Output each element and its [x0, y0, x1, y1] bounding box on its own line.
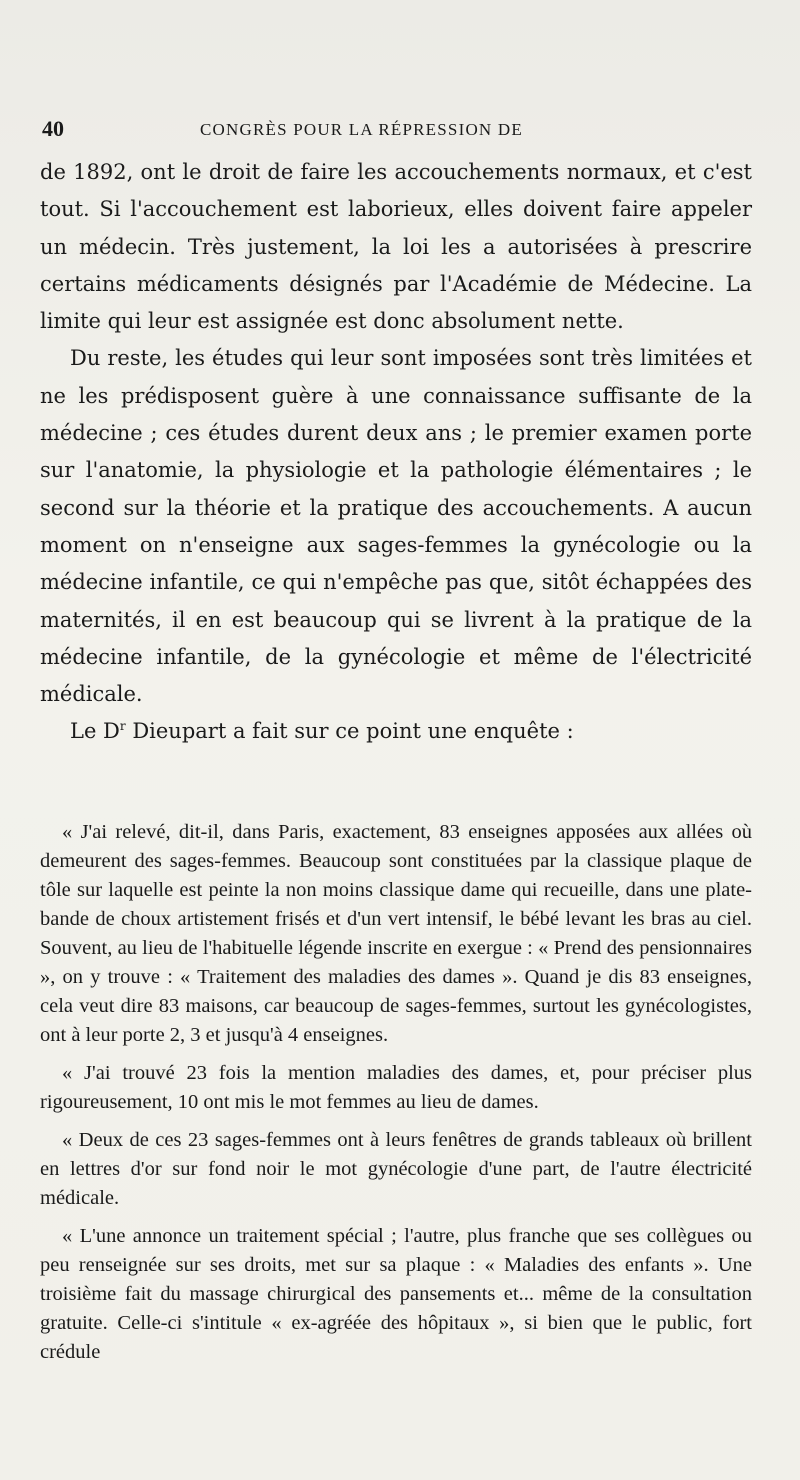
paragraph-3-end: Dieupart a fait sur ce point une enquête : [125, 719, 574, 744]
quote-paragraph-3: « Deux de ces 23 sages-femmes ont à leurs fenêtres de grands tableaux où brillent en lettres d'or sur fond noir le mot gynécologie d'une part, de l'autre électricité médicale. [40, 1129, 752, 1209]
paragraph-3 [40, 713, 752, 750]
quote-paragraph-4: « L'une annonce un traitement spécial ; l'autre, plus franche que ses collègues ou peu renseignée sur ses droits, met sur sa plaque : « Maladies des enfants ». Une troisième fait du massage chirurgical des pansements et... même de la consultation gratuite. Celle-ci s'intitule « ex-agréée des hôpitaux », si bien que le public, fort crédule [40, 1225, 752, 1363]
paragraph-2: Du reste, les études qui leur sont imposées sont très limitées et ne les prédisposent guère à une connaissance suffisante de la médecine ; ces études durent deux ans ; le premier examen porte sur l'anatomie, la physiologie et la pathologie élémentaires ; le second sur la théorie et la pratique des accouchements. A aucun moment on n'enseigne aux sages-femmes la gynécologie ou la médecine infantile, ce qui n'empêche pas que, sitôt échappées des maternités, il en est beaucoup qui se livrent à la pratique de la médecine infantile, de la gynécologie et même de l'électricité médicale. [40, 346, 752, 707]
main-text [40, 154, 752, 751]
quote-paragraph-1: « J'ai relevé, dit-il, dans Paris, exactement, 83 enseignes apposées aux allées où demeurent des sages-femmes. Beaucoup sont constituées par la classique plaque de tôle sur laquelle est peinte la non moins classique dame qui recueille, dans une plate-bande de choux artistement frisés et d'un vert intensif, le bébé levant les bras au ciel. Souvent, au lieu de l'habituelle légende inscrite en exergue : « Prend des pensionnaires », on y trouve : « Traitement des maladies des dames ». Quand je dis 83 enseignes, cela veut dire 83 maisons, car beaucoup de sages-femmes, surtout les gynécologistes, ont à leur porte 2, 3 et jusqu'à 4 enseignes. [40, 821, 752, 1046]
running-title: CONGRÈS POUR LA RÉPRESSION DE [200, 120, 523, 139]
paragraph-1: de 1892, ont le droit de faire les accouchements normaux, et c'est tout. Si l'accouchement est laborieux, elles doivent faire appeler un médecin. Très justement, la loi les a autorisées à prescrire certains médicaments désignés par l'Académie de Médecine. La limite qui leur est assignée est donc absolument nette. [40, 160, 752, 334]
quotation-block [40, 818, 752, 1376]
doctor-superscript: r [119, 719, 126, 734]
quote-paragraph-2: « J'ai trouvé 23 fois la mention maladies des dames, et, pour préciser plus rigoureusement, 10 ont mis le mot femmes au lieu de dames. [40, 1062, 752, 1113]
paragraph-3-start: Le D [70, 719, 120, 744]
page-number: 40 [42, 116, 64, 141]
running-head [42, 116, 740, 146]
